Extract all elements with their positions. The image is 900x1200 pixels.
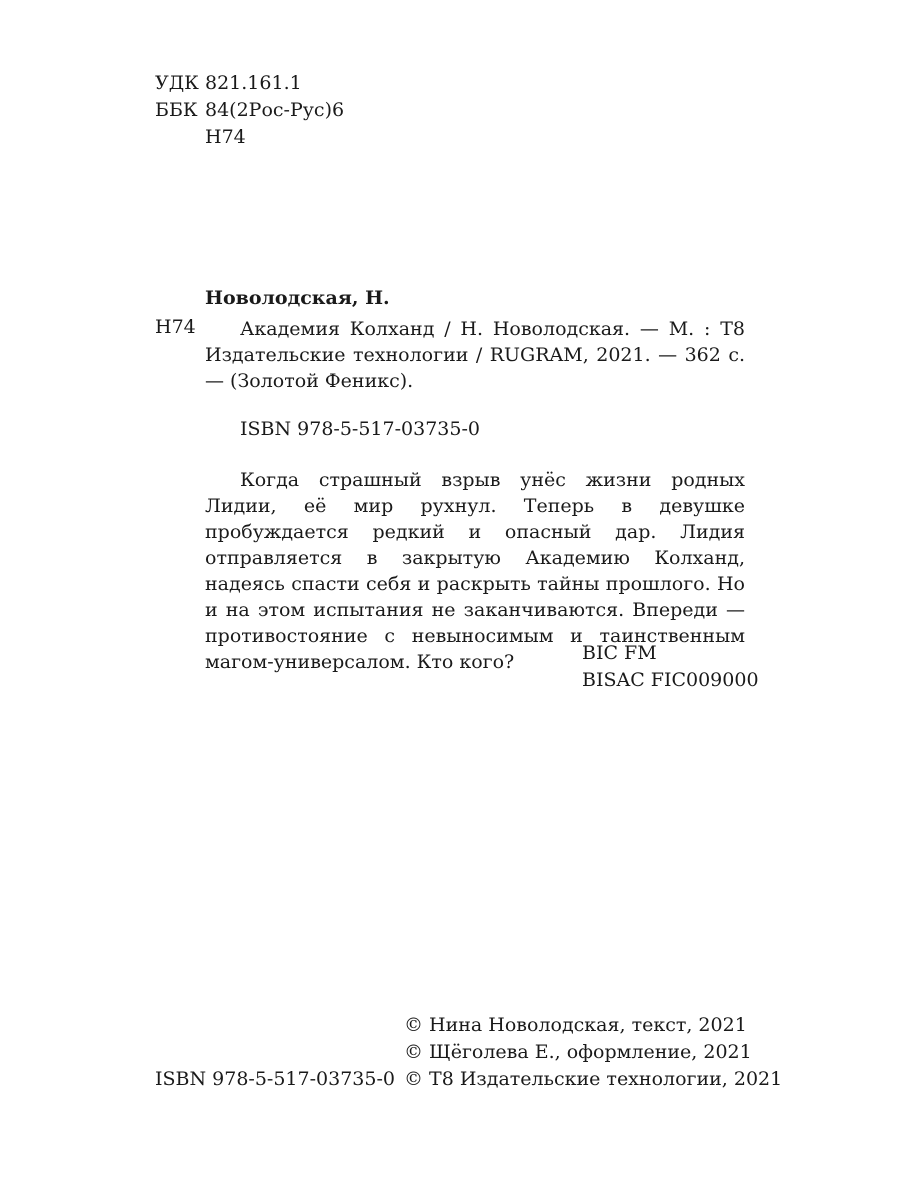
bisac-code: BISAC FIC009000 <box>582 669 759 691</box>
bibliographic-description: Академия Колханд / Н. Новолодская. — М. : Т8 Издательские технологии / RUGRAM, 2021. — 362 с. — (Золотой Феникс). <box>205 318 745 392</box>
author-sign-top: Н74 <box>205 126 246 148</box>
udk-value: 821.161.1 <box>205 72 302 94</box>
bbk-label: ББК <box>155 99 198 121</box>
copyright-design: © Щёголева Е., оформление, 2021 <box>404 1041 752 1063</box>
author-sign-side: Н74 <box>155 316 196 338</box>
udk-label: УДК <box>155 72 199 94</box>
annotation-text: Когда страшный взрыв унёс жизни родных Лидии, её мир рухнул. Теперь в девушке пробуждается редкий и опасный дар. Лидия отправляется в закрытую Академию Колханд, надеясь спасти себя и раскрыть тайны прошлого. Но и на этом испытания не заканчиваются. Впереди — противостояние с невыносимым и таинственным магом-универсалом. Кто кого? <box>205 469 745 673</box>
bic-code: BIC FM <box>582 642 657 664</box>
isbn-footer: ISBN 978-5-517-03735-0 <box>155 1068 395 1090</box>
author-heading: Новолодская, Н. <box>205 287 390 309</box>
isbn-entry: ISBN 978-5-517-03735-0 <box>240 418 480 440</box>
copyright-publisher: © Т8 Издательские технологии, 2021 <box>404 1068 783 1090</box>
bbk-value: 84(2Рос-Рус)6 <box>205 99 345 121</box>
copyright-author: © Нина Новолодская, текст, 2021 <box>404 1014 747 1036</box>
